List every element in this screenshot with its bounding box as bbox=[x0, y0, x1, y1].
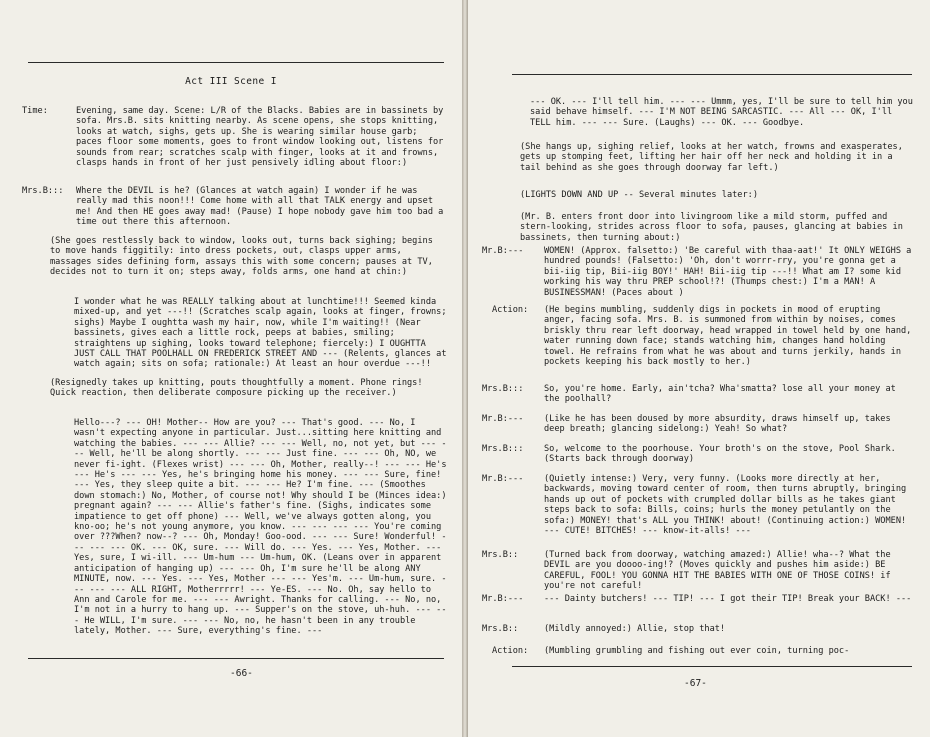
speech-text: WOMEN! (Approx. falsetto:) 'Be careful with thaa-aat!' It ONLY WEIGHS a hundred pounds! (Falsetto:) 'Oh, don't worrr-rry, you're gonna get a bii-iig tip, Bii-iig BOY!' HAH! Bii-iig tip ---!! What am I? some kid working his way thru PREP school!?! (Thumps chest:) I'm a MAN! A BUSINESSMAN! (Paces about ) bbox=[544, 246, 917, 298]
stage-direction: (LIGHTS DOWN AND UP -- Several minutes later:) bbox=[520, 190, 758, 200]
speech-text: Evening, same day. Scene: L/R of the Blacks. Babies are in bassinets by sofa. Mrs.B. sits knitting nearby. As scene opens, she stops knitting, looks at watch, sighs, gets up. She is wearing similar house garb; paces floor some moments, goes to front window looking out, listens for sounds from rear; scratches scalp with finger, looks at it and frowns, clasps hands in front of her just pensively idling about floor:) bbox=[76, 106, 449, 169]
speaker-label: Action: bbox=[492, 646, 529, 656]
page-number: -66- bbox=[230, 668, 253, 679]
stage-direction: (She hangs up, sighing relief, looks at her watch, frowns and exasperates, gets up stomping feet, lifting her hair off her neck and holding it in a tail behind as she goes through doorway far left.) bbox=[520, 142, 909, 173]
dialogue-block bbox=[482, 624, 916, 642]
stage-direction: (Resignedly takes up knitting, pouts thoughtfully a moment. Phone rings! Quick reaction, then deliberate composure picking up the receiver.) bbox=[50, 378, 428, 399]
top-rule bbox=[512, 74, 912, 75]
dialogue-block bbox=[482, 414, 916, 442]
dialogue-block bbox=[482, 246, 916, 306]
dialogue-block bbox=[482, 474, 916, 544]
speaker-label: Time: bbox=[22, 106, 48, 116]
dialogue-block bbox=[482, 444, 916, 472]
stage-direction: I wonder what he was REALLY talking about at lunchtime!!! Seemed kinda mixed-up, and yet ---!! (Scratches scalp again, looks at finger, frowns; sighs) Maybe I oughtta wash my hair, now, while I'm waiting!! (Near bassinets, gives each a little rock, peeps at babies, smiling; straightens up sighing, looks toward telephone; fiercely:) I OUGHTTA JUST CALL THAT POOLHALL ON FREDERICK STREET AND --- (Relents, glances at watch again; sits on sofa; rationale:) At least an hour overdue ---!! bbox=[74, 297, 452, 370]
page-number: -67- bbox=[684, 678, 707, 689]
left-page bbox=[0, 0, 462, 737]
speech-text: (Mildly annoyed:) Allie, stop that! bbox=[544, 624, 726, 634]
phone-monologue: --- OK. --- I'll tell him. --- --- Ummm, yes, I'll be sure to tell him you said behave himself. --- I'M NOT BEING SARCASTIC. --- All --- OK, I'll TELL him. --- --- Sure. (Laughs) --- OK. --- Goodbye. bbox=[530, 97, 919, 128]
speech-text: --- Dainty butchers! --- TIP! --- I got their TIP! Break your BACK! --- bbox=[544, 594, 912, 604]
stage-direction: (Mr. B. enters front door into livingroom like a mild storm, puffed and stern-looking, strides across floor to sofa, pauses, glancing at babies in bassinets, then turning about:) bbox=[520, 212, 909, 243]
speaker-label: Mrs.B:: bbox=[482, 624, 519, 634]
dialogue-block bbox=[482, 550, 916, 595]
speech-text: (Turned back from doorway, watching amazed:) Allie! wha--? What the DEVIL are you doooo-ing!? (Moves quickly and pushes him aside:) BE CAREFUL, FOOL! YOU GONNA HIT THE BABIES WITH ONE OF THOSE COINS! if you're not careful! bbox=[544, 550, 896, 592]
speech-text: So, welcome to the poorhouse. Your broth's on the stove, Pool Shark. (Starts back through doorway) bbox=[544, 444, 902, 465]
speaker-label: Mr.B:--- bbox=[482, 594, 524, 604]
speech-text: (Mumbling grumbling and fishing out ever coin, turning poc- bbox=[544, 646, 850, 656]
speaker-label: Mrs.B::: bbox=[482, 384, 524, 394]
speech-text: (Quietly intense:) Very, very funny. (Looks more directly at her, backwards, moving toward center of room, then turns abruptly, bringing hands up out of pockets with crumpled dollar bills as he takes giant steps back to sofa: Bills, coins; hurls the money petulantly on the sofa:) MONEY! that's ALL you THINK! about! (Continuing action:) WOMEN! --- CUTE! BITCHES! --- know-it-alls! --- bbox=[544, 474, 912, 537]
bottom-rule bbox=[28, 658, 444, 659]
stage-direction: (She goes restlessly back to window, looks out, turns back sighing; begins to move hands figgitily: into dress pockets, out, clasps upper arms, massages sides defining form, assays this with some concern; pauses at TV, decides not to turn it on; steps away, folds arms, one hand at chin:) bbox=[50, 236, 439, 278]
top-rule bbox=[28, 62, 444, 63]
action-block bbox=[492, 646, 916, 660]
speaker-label: Mrs.B::: bbox=[22, 186, 64, 196]
scene-title: Act III Scene I bbox=[185, 76, 277, 87]
phone-monologue: Hello---? --- OH! Mother-- How are you? --- That's good. --- No, I wasn't expecting anyone in particular. Just...sitting here knitting and watching the babies. --- --- Allie? --- --- Well, no, not yet, but --- --- Well, he'll be along shortly. --- --- Just fine. --- --- Oh, NO, we never fi-ight. (Flexes wrist) --- --- Oh, Mother, really--! --- --- He's --- He's --- --- Yes, he's bringing home his money. --- --- Sure, fine! --- Yes, they sleep quite a bit. --- --- He? I'm fine. --- (Smoothes down stomach:) No, Mother, of course not! Why should I be (Minces idea:) pregnant again? --- --- Allie's father's fine. (Sighs, indicates some impatience to get off phone) --- Well, we've always gotten along, you kno-oo; he's not young anymore, you know. --- --- --- --- You're coming over ???When? now--? --- Oh, Monday! Goo-ood. --- --- Sure! Wonderful! --- --- --- OK. --- OK, sure. --- Will do. --- Yes. --- Yes, Mother. --- Yes, sure, I wi-ill. --- Um-hum --- Um-hum, OK. (Leans over in apparent anticipation of hanging up) --- --- Oh, I'm sure he'll be along ANY MINUTE, now. --- Yes. --- Yes, Mother --- --- Yes'm. --- Um-hum, sure. --- --- --- ALL RIGHT, Motherrrrr! --- Ye-ES. --- No. Oh, say hello to Ann and Carole for me. --- --- Awright. Thanks for calling. --- No, no, I'm not in a hurry to hang up. --- Supper's on the stove, uh-huh. --- --- He WILL, I'm sure. --- --- No, no, he hasn't been in any trouble lately, Mother. --- Sure, everything's fine. --- bbox=[74, 418, 452, 637]
speaker-label: Mr.B:--- bbox=[482, 414, 524, 424]
action-block bbox=[492, 305, 916, 385]
speech-text: (He begins mumbling, suddenly digs in pockets in mood of erupting anger, facing sofa. Mrs. B. is summoned from within by noises, comes briskly thru rear left doorway, head wrapped in towel held by one hand, water running down face; stands watching him, changes hand holding towel. He refrains from what he was about and turns jerkily, hands in pockets keeping his back mostly to her.) bbox=[544, 305, 917, 368]
right-page bbox=[468, 0, 930, 737]
speaker-label: Mr.B:--- bbox=[482, 474, 524, 484]
speech-text: So, you're home. Early, ain'tcha? Wha'smatta? lose all your money at the poolhall? bbox=[544, 384, 902, 405]
speech-text: Where the DEVIL is he? (Glances at watch again) I wonder if he was really mad this noon!!! Come home with all that TALK energy and upset me! And then HE goes away mad! (Pause) I hope nobody gave him too bad a time out there this afternoon. bbox=[76, 186, 449, 228]
dialogue-block bbox=[482, 384, 916, 412]
speech-text: (Like he has been doused by more absurdity, draws himself up, takes deep breath; glancing sidelong:) Yeah! So what? bbox=[544, 414, 896, 435]
speaker-label: Mrs.B:: bbox=[482, 550, 519, 560]
speaker-label: Mrs.B::: bbox=[482, 444, 524, 454]
speaker-label: Action: bbox=[492, 305, 529, 315]
bottom-rule bbox=[512, 666, 912, 667]
speaker-label: Mr.B:--- bbox=[482, 246, 524, 256]
dialogue-block bbox=[482, 594, 916, 622]
